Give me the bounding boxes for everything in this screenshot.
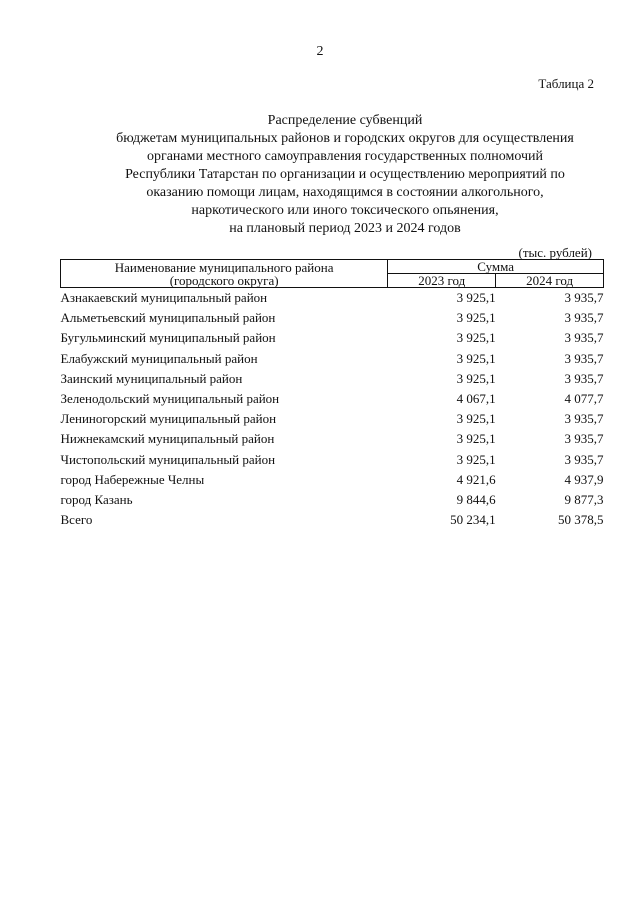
- row-name: Елабужский муниципальный район: [60, 350, 258, 366]
- header-name-line2: (городского округа): [169, 272, 279, 288]
- row-value-2024: 3 935,7: [564, 370, 604, 386]
- title-line: Распределение субвенций: [267, 113, 423, 128]
- row-value-2024: 3 935,7: [564, 411, 604, 427]
- row-value-2023: 3 925,1: [456, 370, 496, 386]
- table-row: [61, 510, 604, 530]
- row-value-2023: 3 925,1: [456, 451, 496, 467]
- row-value-2023: 9 844,6: [456, 491, 496, 507]
- row-value-2024: 4 937,9: [564, 471, 604, 487]
- row-value-2023: 3 925,1: [456, 411, 496, 427]
- row-value-2024: 3 935,7: [564, 310, 604, 326]
- row-value-2024: 4 077,7: [564, 391, 604, 407]
- row-value-2023: 3 925,1: [456, 330, 496, 346]
- table-row: [61, 429, 604, 449]
- title-line: на плановый период 2023 и 2024 годов: [229, 221, 461, 236]
- table-body: [61, 288, 604, 531]
- row-name: Азнакаевский муниципальный район: [60, 290, 268, 306]
- row-name: Нижнекамский муниципальный район: [60, 431, 275, 447]
- subvention-table: [60, 259, 604, 530]
- header-name: [61, 260, 388, 288]
- units-note: (тыс. рублей): [518, 245, 592, 260]
- title-line: оказанию помощи лицам, находящимся в состоянии алкогольного,: [146, 185, 544, 200]
- row-name: город Набережные Челны: [60, 471, 205, 487]
- row-value-2023: 4 067,1: [456, 391, 496, 407]
- row-value-2024: 3 935,7: [564, 350, 604, 366]
- row-name: Альметьевский муниципальный район: [60, 310, 276, 326]
- table-row: [61, 288, 604, 309]
- table-row: [61, 450, 604, 470]
- row-name: город Казань: [60, 491, 133, 507]
- table-row: [61, 490, 604, 510]
- row-value-2023: 3 925,1: [456, 431, 496, 447]
- title-line: бюджетам муниципальных районов и городских округов для осуществления: [116, 131, 574, 146]
- row-value-2024: 3 935,7: [564, 290, 604, 306]
- row-value-2024: 9 877,3: [564, 491, 604, 507]
- row-value-2024: 50 378,5: [558, 512, 604, 528]
- row-value-2024: 3 935,7: [564, 451, 604, 467]
- table-row: [61, 389, 604, 409]
- row-value-2023: 3 925,1: [456, 310, 496, 326]
- row-value-2024: 3 935,7: [564, 431, 604, 447]
- header-name-line1: Наименование муниципального района: [114, 259, 334, 275]
- row-name: Заинский муниципальный район: [60, 370, 243, 386]
- header-sum: Сумма: [388, 260, 604, 274]
- row-name: Всего: [60, 512, 93, 528]
- page-number: 2: [316, 44, 324, 59]
- header-year-2023: 2023 год: [388, 274, 496, 288]
- row-name: Чистопольский муниципальный район: [60, 451, 276, 467]
- row-value-2023: 3 925,1: [456, 290, 496, 306]
- table-row: [61, 308, 604, 328]
- row-value-2023: 4 921,6: [456, 471, 496, 487]
- row-value-2023: 50 234,1: [450, 512, 496, 528]
- table-label: Таблица 2: [538, 76, 594, 91]
- row-name: Бугульминский муниципальный район: [60, 330, 276, 346]
- row-name: Лениногорский муниципальный район: [60, 411, 277, 427]
- row-name: Зеленодольский муниципальный район: [60, 391, 280, 407]
- row-value-2024: 3 935,7: [564, 330, 604, 346]
- row-value-2023: 3 925,1: [456, 350, 496, 366]
- table-row: [61, 409, 604, 429]
- title-line: органами местного самоуправления государственных полномочий: [146, 149, 544, 164]
- document-title: [80, 112, 610, 238]
- title-line: наркотического или иного токсического опьянения,: [191, 203, 499, 218]
- table-row: [61, 470, 604, 490]
- title-line: Республики Татарстан по организации и осуществлению мероприятий по: [125, 167, 565, 182]
- table-row: [61, 369, 604, 389]
- header-year-2024: 2024 год: [496, 274, 604, 288]
- table-row: [61, 328, 604, 348]
- table-row: [61, 349, 604, 369]
